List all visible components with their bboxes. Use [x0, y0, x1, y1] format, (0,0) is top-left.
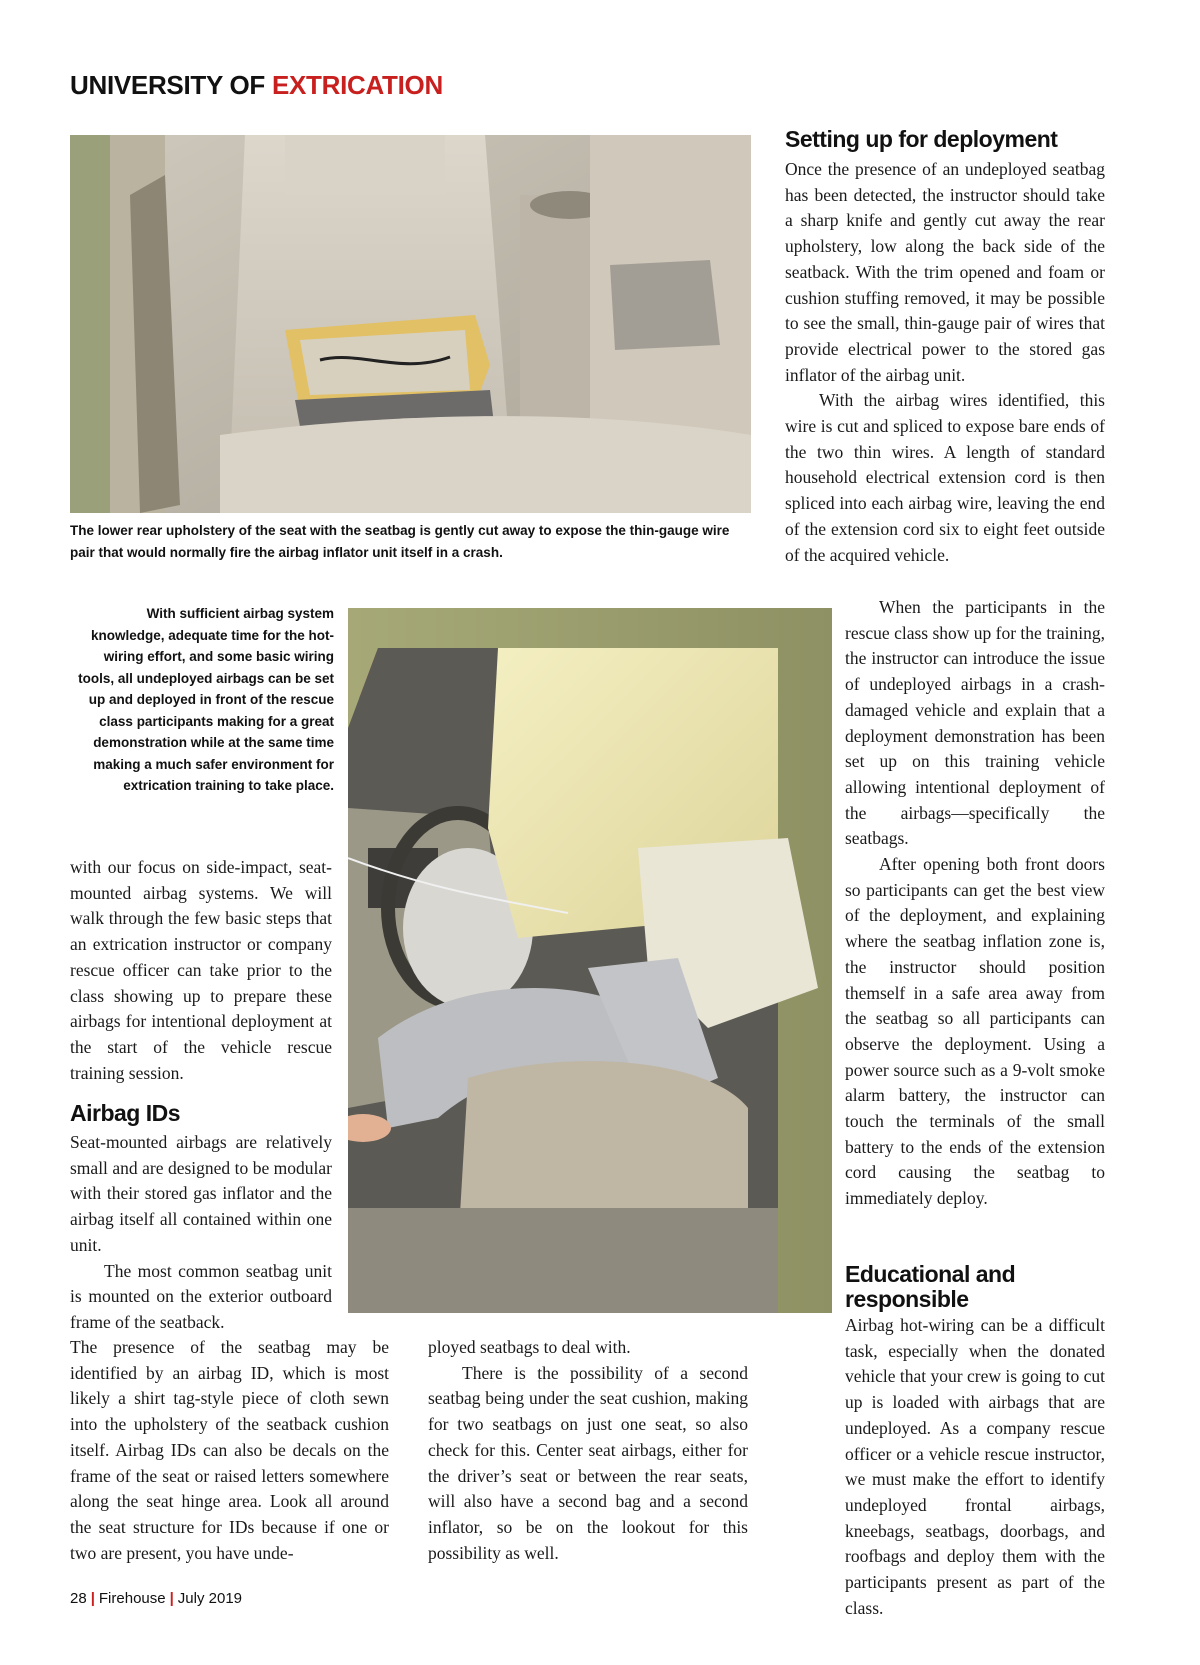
- footer-separator: |: [169, 1590, 174, 1607]
- airbag-ids-paragraph-2-continued: The presence of the seatbag may be identified by an airbag ID, which is most likely a shirt tag-style piece of cloth sewn into the upholstery of the seatback cushion itself. Airbag IDs can also be decals on the frame of the seat or raised letters somewhere along the seat hinge area. Look all around the seat structure for IDs because if one or two are present, you have unde-: [70, 1337, 389, 1563]
- issue-date: July 2019: [177, 1590, 243, 1607]
- intro-paragraph: with our focus on side-impact, seat-mounted airbag systems. We will walk through the few basic steps that an extrication instructor or company rescue officer can take prior to the class showing up to prepare these airbags for intentional deployment at the start of the vehicle rescue training session.: [70, 857, 332, 1083]
- airbag-ids-paragraph-2: The most common seatbag unit is mounted on the exterior outboard frame of the seatback.: [70, 1260, 332, 1332]
- photo-seatbag-deployed-image: [348, 608, 832, 1313]
- airbag-ids-heading: Airbag IDs: [70, 1100, 181, 1126]
- heading-airbag-ids: [70, 1101, 332, 1126]
- photo-seatback-cutaway-image: [70, 135, 751, 513]
- column-1-bottom: [70, 1335, 389, 1566]
- educational-heading-line-2: responsible: [845, 1286, 969, 1312]
- column-1-airbag-ids: [70, 1130, 332, 1336]
- airbag-ids-paragraph-1: Seat-mounted airbags are relatively small and are designed to be modular with their stored gas inflator and the airbag itself all contained within one unit.: [70, 1132, 332, 1255]
- footer-separator: |: [90, 1590, 95, 1607]
- page-number: 28: [70, 1590, 87, 1607]
- photo-seatbag-deployed: [348, 608, 832, 1313]
- column-3-educational-start: [845, 1313, 1105, 1621]
- section-title: [70, 70, 443, 101]
- column-3-middle: [845, 595, 1105, 1212]
- setting-up-paragraph-1: Once the presence of an undeployed seatbag has been detected, the instructor should take a sharp knife and gently cut away the rear upholstery, low along the back side of the seatback. With the trim opened and foam or cushion stuffing removed, it may be possible to see the small, thin-gauge pair of wires that provide electrical power to the stored gas inflator of the airbag unit.: [785, 159, 1105, 385]
- heading-educational: [845, 1262, 1105, 1312]
- pull-quote: With sufficient airbag system knowledge, adequate time for the hot-wiring effort, and some basic wiring tools, all undeployed airbags can be set up and deployed in front of the rescue class participants making for a great demonstration while at the same time making a much safer environment for extrication training to take place.: [78, 606, 334, 793]
- section-title-prefix: UNIVERSITY OF: [70, 70, 265, 100]
- column-3-top: [785, 157, 1105, 568]
- heading-setting-up: [785, 127, 1105, 152]
- educational-heading: [845, 1262, 1105, 1312]
- section-title-accent: EXTRICATION: [271, 70, 443, 100]
- column-2-paragraph-1: ployed seatbags to deal with.: [428, 1337, 631, 1357]
- photo-seatback-cutaway: [70, 135, 751, 513]
- setting-up-paragraph-3: When the participants in the rescue class show up for the training, the instructor can introduce the issue of undeployed airbags in a crash-damaged vehicle and explain that a deployment demonstration has been set up on this training vehicle allowing intentional deployment of the airbags—specifically the seatbags.: [845, 597, 1105, 849]
- column-1-intro: [70, 855, 332, 1086]
- page-footer: [70, 1590, 242, 1607]
- educational-heading-line-1: Educational and: [845, 1261, 1016, 1287]
- educational-paragraph-text: Airbag hot-wiring can be a difficult task, especially when the donated vehicle that your crew is going to cut up is loaded with airbags that are undeployed. As a company rescue officer or a vehicle rescue instructor, we must make the effort to identify undeployed frontal airbags, kneebags, seatbags, doorbags, and roofbags and deploy them with the participants present as part of the class.: [845, 1315, 1105, 1618]
- setting-up-heading: Setting up for deployment: [785, 126, 1058, 152]
- setting-up-paragraph-4: After opening both front doors so participants can get the best view of the deployment, and explaining where the seatbag inflation zone is, the instructor should position themself in a safe area away from the seatbag so all participants can observe the deployment. Using a power source such as a 9-volt smoke alarm battery, the instructor can touch the terminals of the small battery to the ends of the extension cord causing the seatbag to immediately deploy.: [845, 854, 1105, 1209]
- column-2: [428, 1335, 748, 1566]
- educational-paragraph: [845, 1313, 1105, 1621]
- photo-seatback-caption: The lower rear upholstery of the seat with the seatbag is gently cut away to expose the thin-gauge wire pair that would normally fire the airbag inflator unit itself in a crash.: [70, 523, 730, 560]
- magazine-name: Firehouse: [98, 1590, 166, 1607]
- setting-up-paragraph-2: With the airbag wires identified, this wire is cut and spliced to expose bare ends of the two thin wires. A length of standard household electrical extension cord is then spliced into each airbag wire, leaving the end of the extension cord six to eight feet outside of the acquired vehicle.: [785, 390, 1105, 565]
- column-2-paragraph-2: There is the possibility of a second seatbag being under the seat cushion, making for two seatbags on just one seat, so also check for this. Center seat airbags, either for the driver’s seat or between the rear seats, will also have a second bag and a second inflator, so be on the lookout for this possibility as well.: [428, 1362, 748, 1563]
